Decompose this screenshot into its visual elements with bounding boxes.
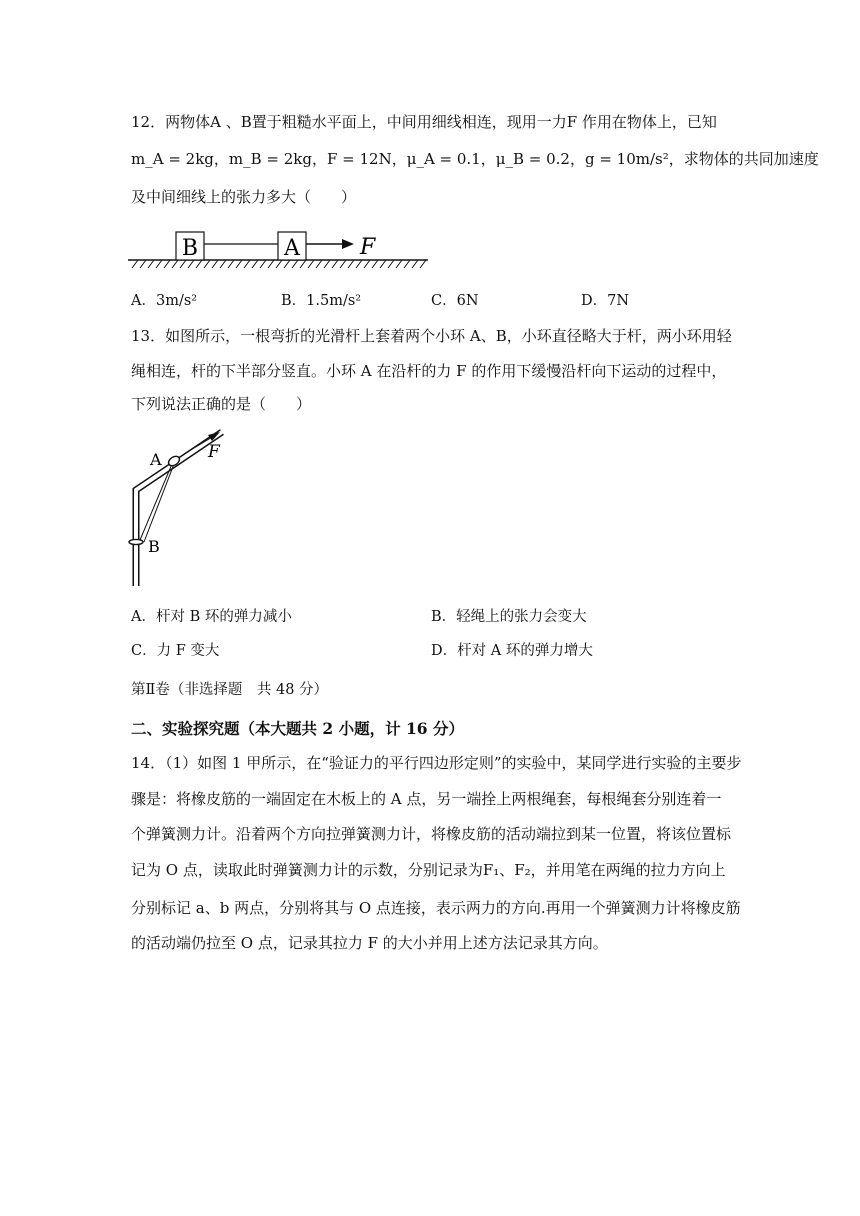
q13-line-3: 下列说法正确的是（ ） — [131, 395, 312, 413]
q14-line-1: 14．（1）如图 1 甲所示，在“验证力的平行四边形定则”的实验中，某同学进行实验的主要步 — [131, 754, 742, 772]
force-label: F — [360, 235, 376, 260]
section-two-heading: 二、实验探究题（本大题共 2 小题，计 16 分） — [131, 719, 464, 738]
q13-figure — [128, 424, 238, 590]
q14-line-3: 个弹簧测力计。沿着两个方向拉弹簧测力计，将橡皮筋的活动端拉到某一位置，将该位置标 — [131, 825, 732, 843]
q13-option-a: A．杆对 B 环的弹力减小 — [131, 609, 292, 625]
q12-option-d: D．7N — [581, 293, 630, 309]
q12-option-c: C．6N — [431, 293, 479, 309]
force-f-label: F — [208, 442, 220, 462]
q13-option-c: C．力 F 变大 — [131, 643, 220, 659]
block-b-label: B — [181, 236, 199, 261]
q14-line-4: 记为 O 点，读取此时弹簧测力计的示数，分别记录为F₁、F₂，并用笔在两绳的拉力方向上 — [131, 861, 726, 879]
q13-line-2: 绳相连，杆的下半部分竖直。小环 A 在沿杆的力 F 的作用下缓慢沿杆向下运动的过程中， — [131, 362, 727, 380]
force-arrowhead — [342, 239, 354, 249]
q13-option-d: D．杆对 A 环的弹力增大 — [431, 643, 593, 659]
q12-line-2: m_A = 2kg，m_B = 2kg，F = 12N，μ_A = 0.1，μ_B = 0.2，g = 10m/s²，求物体的共同加速度 — [131, 150, 819, 168]
q14-line-2: 骤是：将橡皮筋的一端固定在木板上的 A 点，另一端拴上两根绳套，每根绳套分别连着一 — [131, 790, 722, 808]
q14-line-6: 的活动端仍拉至 O 点，记录其拉力 F 的大小并用上述方法记录其方向。 — [131, 934, 608, 952]
q14-line-5: 分别标记 a、b 两点，分别将其与 O 点连接，表示两力的方向.再用一个弹簧测力计将橡皮筋 — [131, 899, 741, 917]
q13-option-b: B．轻绳上的张力会变大 — [431, 609, 587, 625]
q12-line-3: 及中间细线上的张力多大（ ） — [131, 188, 357, 206]
q12-figure — [128, 224, 428, 272]
part-two-title: 第Ⅱ卷（非选择题 共 48 分） — [131, 682, 329, 698]
block-a-label: A — [284, 236, 300, 261]
q13-line-1: 13．如图所示，一根弯折的光滑杆上套着两个小环 A、B，小环直径略大于杆，两小环用轻 — [131, 327, 732, 345]
q12-option-a: A．3m/s² — [131, 293, 198, 309]
q12-option-b: B．1.5m/s² — [281, 293, 362, 309]
ring-b — [129, 539, 143, 544]
q12-line-1: 12．两物体A 、B置于粗糙水平面上，中间用细线相连，现用一力F 作用在物体上，已知 — [131, 113, 717, 131]
ring-b-label: B — [148, 537, 160, 556]
ring-a-label: A — [150, 450, 162, 469]
